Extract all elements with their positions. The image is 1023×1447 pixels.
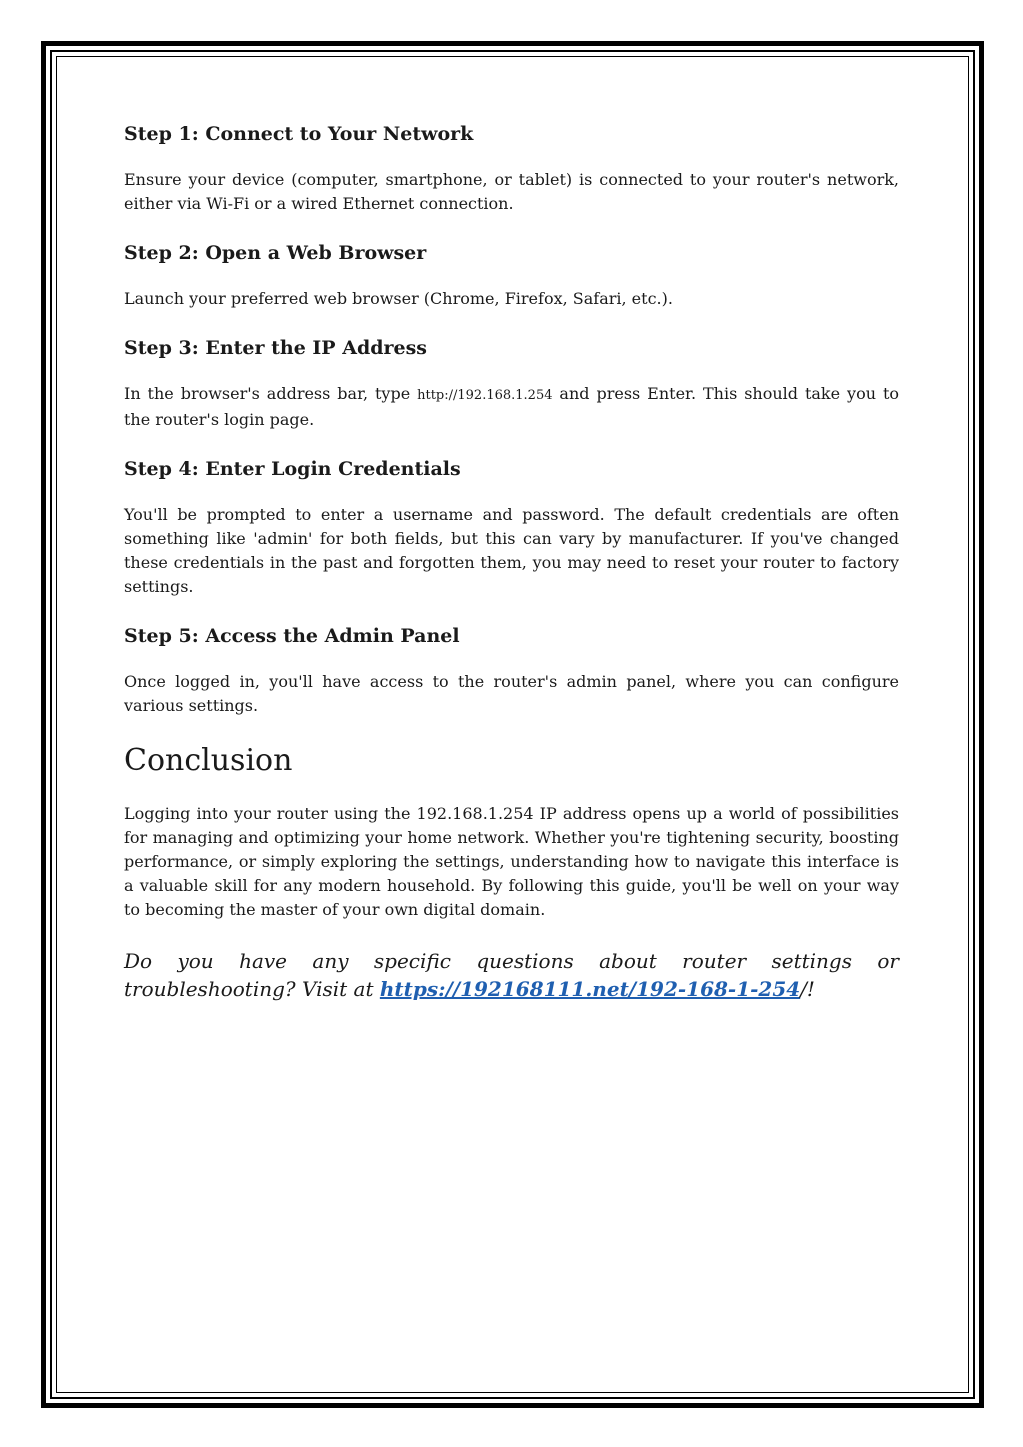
router-url: http://192.168.1.254 — [417, 388, 553, 403]
visit-link[interactable]: https://192168111.net/192-168-1-254 — [379, 977, 801, 1001]
step-4-section — [124, 457, 899, 599]
step-5-heading: Step 5: Access the Admin Panel — [124, 625, 460, 647]
conclusion-heading: Conclusion — [124, 743, 293, 778]
step-3-heading: Step 3: Enter the IP Address — [124, 337, 428, 359]
step-2-text: Launch your preferred web browser (Chrome, Firefox, Safari, etc.). — [124, 289, 673, 308]
step-4-text: You'll be prompted to enter a username and password. The default credentials are often something like 'admin' for both fields, but this can vary by manufacturer. If you've changed these credentials in the past and forgotten them, you may need to reset your router to factory settings. — [124, 505, 899, 596]
step-3-text-before: In the browser's address bar, type — [124, 384, 418, 403]
step-1-text: Ensure your device (computer, smartphone, or tablet) is connected to your router's network, either via Wi-Fi or a wired Ethernet connection. — [124, 170, 899, 213]
document-body — [124, 122, 899, 1003]
step-4-heading: Step 4: Enter Login Credentials — [124, 458, 461, 480]
step-3-text-after: and press Enter. This should take you to the router's login page. — [124, 384, 900, 429]
step-2-heading: Step 2: Open a Web Browser — [124, 242, 427, 264]
conclusion-section — [124, 743, 899, 922]
step-3-text — [124, 382, 899, 432]
step-1-heading: Step 1: Connect to Your Network — [124, 123, 474, 145]
conclusion-text: Logging into your router using the 192.168.1.254 IP address opens up a world of possibilities for managing and optimizing your home network. Whether you're tightening security, boosting performance, or simply exploring the settings, understanding how to navigate this interface is a valuable skill for any modern household. By following this guide, you'll be well on your way to becoming the master of your own digital domain. — [124, 804, 899, 919]
closing-suffix: /! — [800, 977, 815, 1001]
step-5-text: Once logged in, you'll have access to the router's admin panel, where you can configure various settings. — [124, 672, 899, 715]
step-3-section — [124, 336, 899, 432]
step-5-section — [124, 624, 899, 718]
closing-question-text: Do you have any specific questions about router settings or troubleshooting? Visit at — [124, 949, 899, 1001]
closing-question — [124, 947, 899, 1003]
step-1-section — [124, 122, 899, 216]
step-2-section — [124, 241, 899, 311]
